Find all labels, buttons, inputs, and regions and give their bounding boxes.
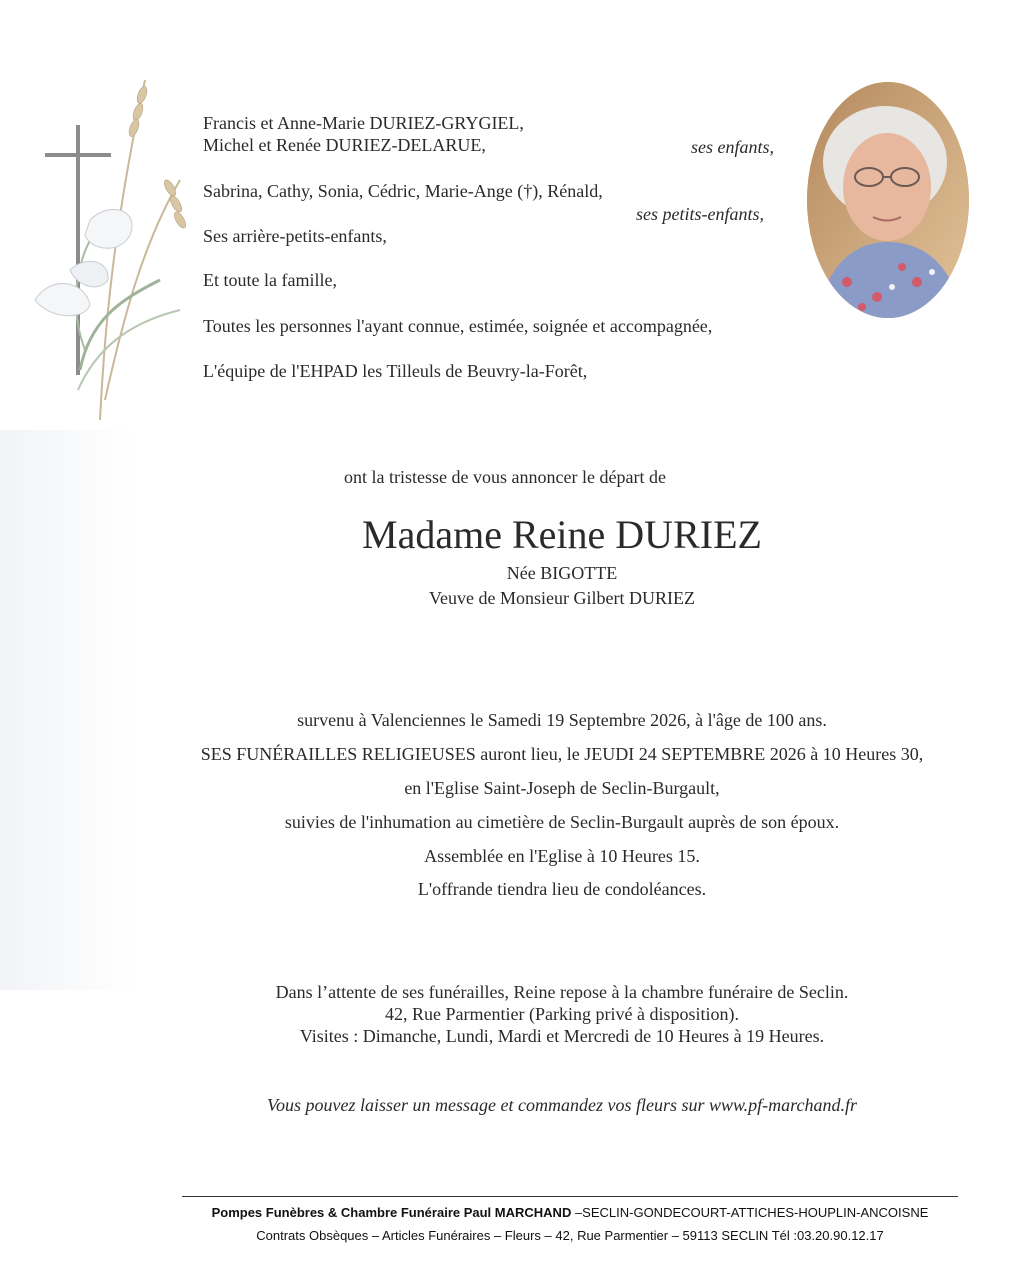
visitation-line-2: 42, Rue Parmentier (Parking privé à disposition). (385, 1004, 739, 1024)
grandchildren-line: Sabrina, Cathy, Sonia, Cédric, Marie-Ange (†), Rénald, (203, 181, 603, 201)
great-grandchildren-line: Ses arrière-petits-enfants, (203, 226, 387, 246)
family-line-1: Francis et Anne-Marie DURIEZ-GRYGIEL, (203, 113, 524, 133)
role-grandchildren: ses petits-enfants, (636, 204, 764, 224)
announcement-intro: ont la tristesse de vous annoncer le départ de (344, 467, 666, 487)
visitation-line-1: Dans l’attente de ses funérailles, Reine repose à la chambre funéraire de Seclin. (275, 982, 849, 1002)
online-message: Vous pouvez laisser un message et commandez vos fleurs sur www.pf-marchand.fr (267, 1095, 857, 1115)
deceased-name: Madame Reine DURIEZ (362, 512, 762, 557)
footer-company-line (0, 1205, 1010, 1220)
church-details: en l'Eglise Saint-Joseph de Seclin-Burgault, (404, 778, 720, 798)
ehpad-line: L'équipe de l'EHPAD les Tilleuls de Beuvry-la-Forêt, (203, 361, 588, 381)
footer-company: Pompes Funèbres & Chambre Funéraire Paul MARCHAND (211, 1205, 572, 1220)
portrait-illustration (807, 82, 969, 318)
death-details: survenu à Valenciennes le Samedi 19 Septembre 2026, à l'âge de 100 ans. (297, 710, 827, 730)
maiden-name: Née BIGOTTE (506, 563, 618, 583)
caregivers-line: Toutes les personnes l'ayant connue, estimée, soignée et accompagnée, (203, 316, 713, 336)
funeral-details: SES FUNÉRAILLES RELIGIEUSES auront lieu, le JEUDI 24 SEPTEMBRE 2026 à 10 Heures 30, (200, 744, 924, 764)
portrait-photo (807, 82, 969, 318)
footer-services: Contrats Obsèques – Articles Funéraires – Fleurs – 42, Rue Parmentier – 59113 SECLIN Tél :03.20.90.12.17 (256, 1228, 884, 1243)
cross-lily-icon (30, 70, 200, 440)
burial-details: suivies de l'inhumation au cimetière de Seclin-Burgault auprès de son époux. (284, 812, 840, 832)
footer-locations: –SECLIN-GONDECOURT-ATTICHES-HOUPLIN-ANCOISNE (571, 1205, 929, 1220)
role-children: ses enfants, (691, 137, 774, 157)
widow-line: Veuve de Monsieur Gilbert DURIEZ (429, 588, 695, 608)
gathering-details: Assemblée en l'Eglise à 10 Heures 15. (424, 846, 700, 866)
visitation-line-3: Visites : Dimanche, Lundi, Mardi et Mercredi de 10 Heures à 19 Heures. (299, 1026, 825, 1046)
footer-divider (182, 1196, 958, 1197)
offering-details: L'offrande tiendra lieu de condoléances. (417, 879, 707, 899)
family-line-2: Michel et Renée DURIEZ-DELARUE, (203, 135, 486, 155)
whole-family-line: Et toute la famille, (203, 270, 337, 290)
